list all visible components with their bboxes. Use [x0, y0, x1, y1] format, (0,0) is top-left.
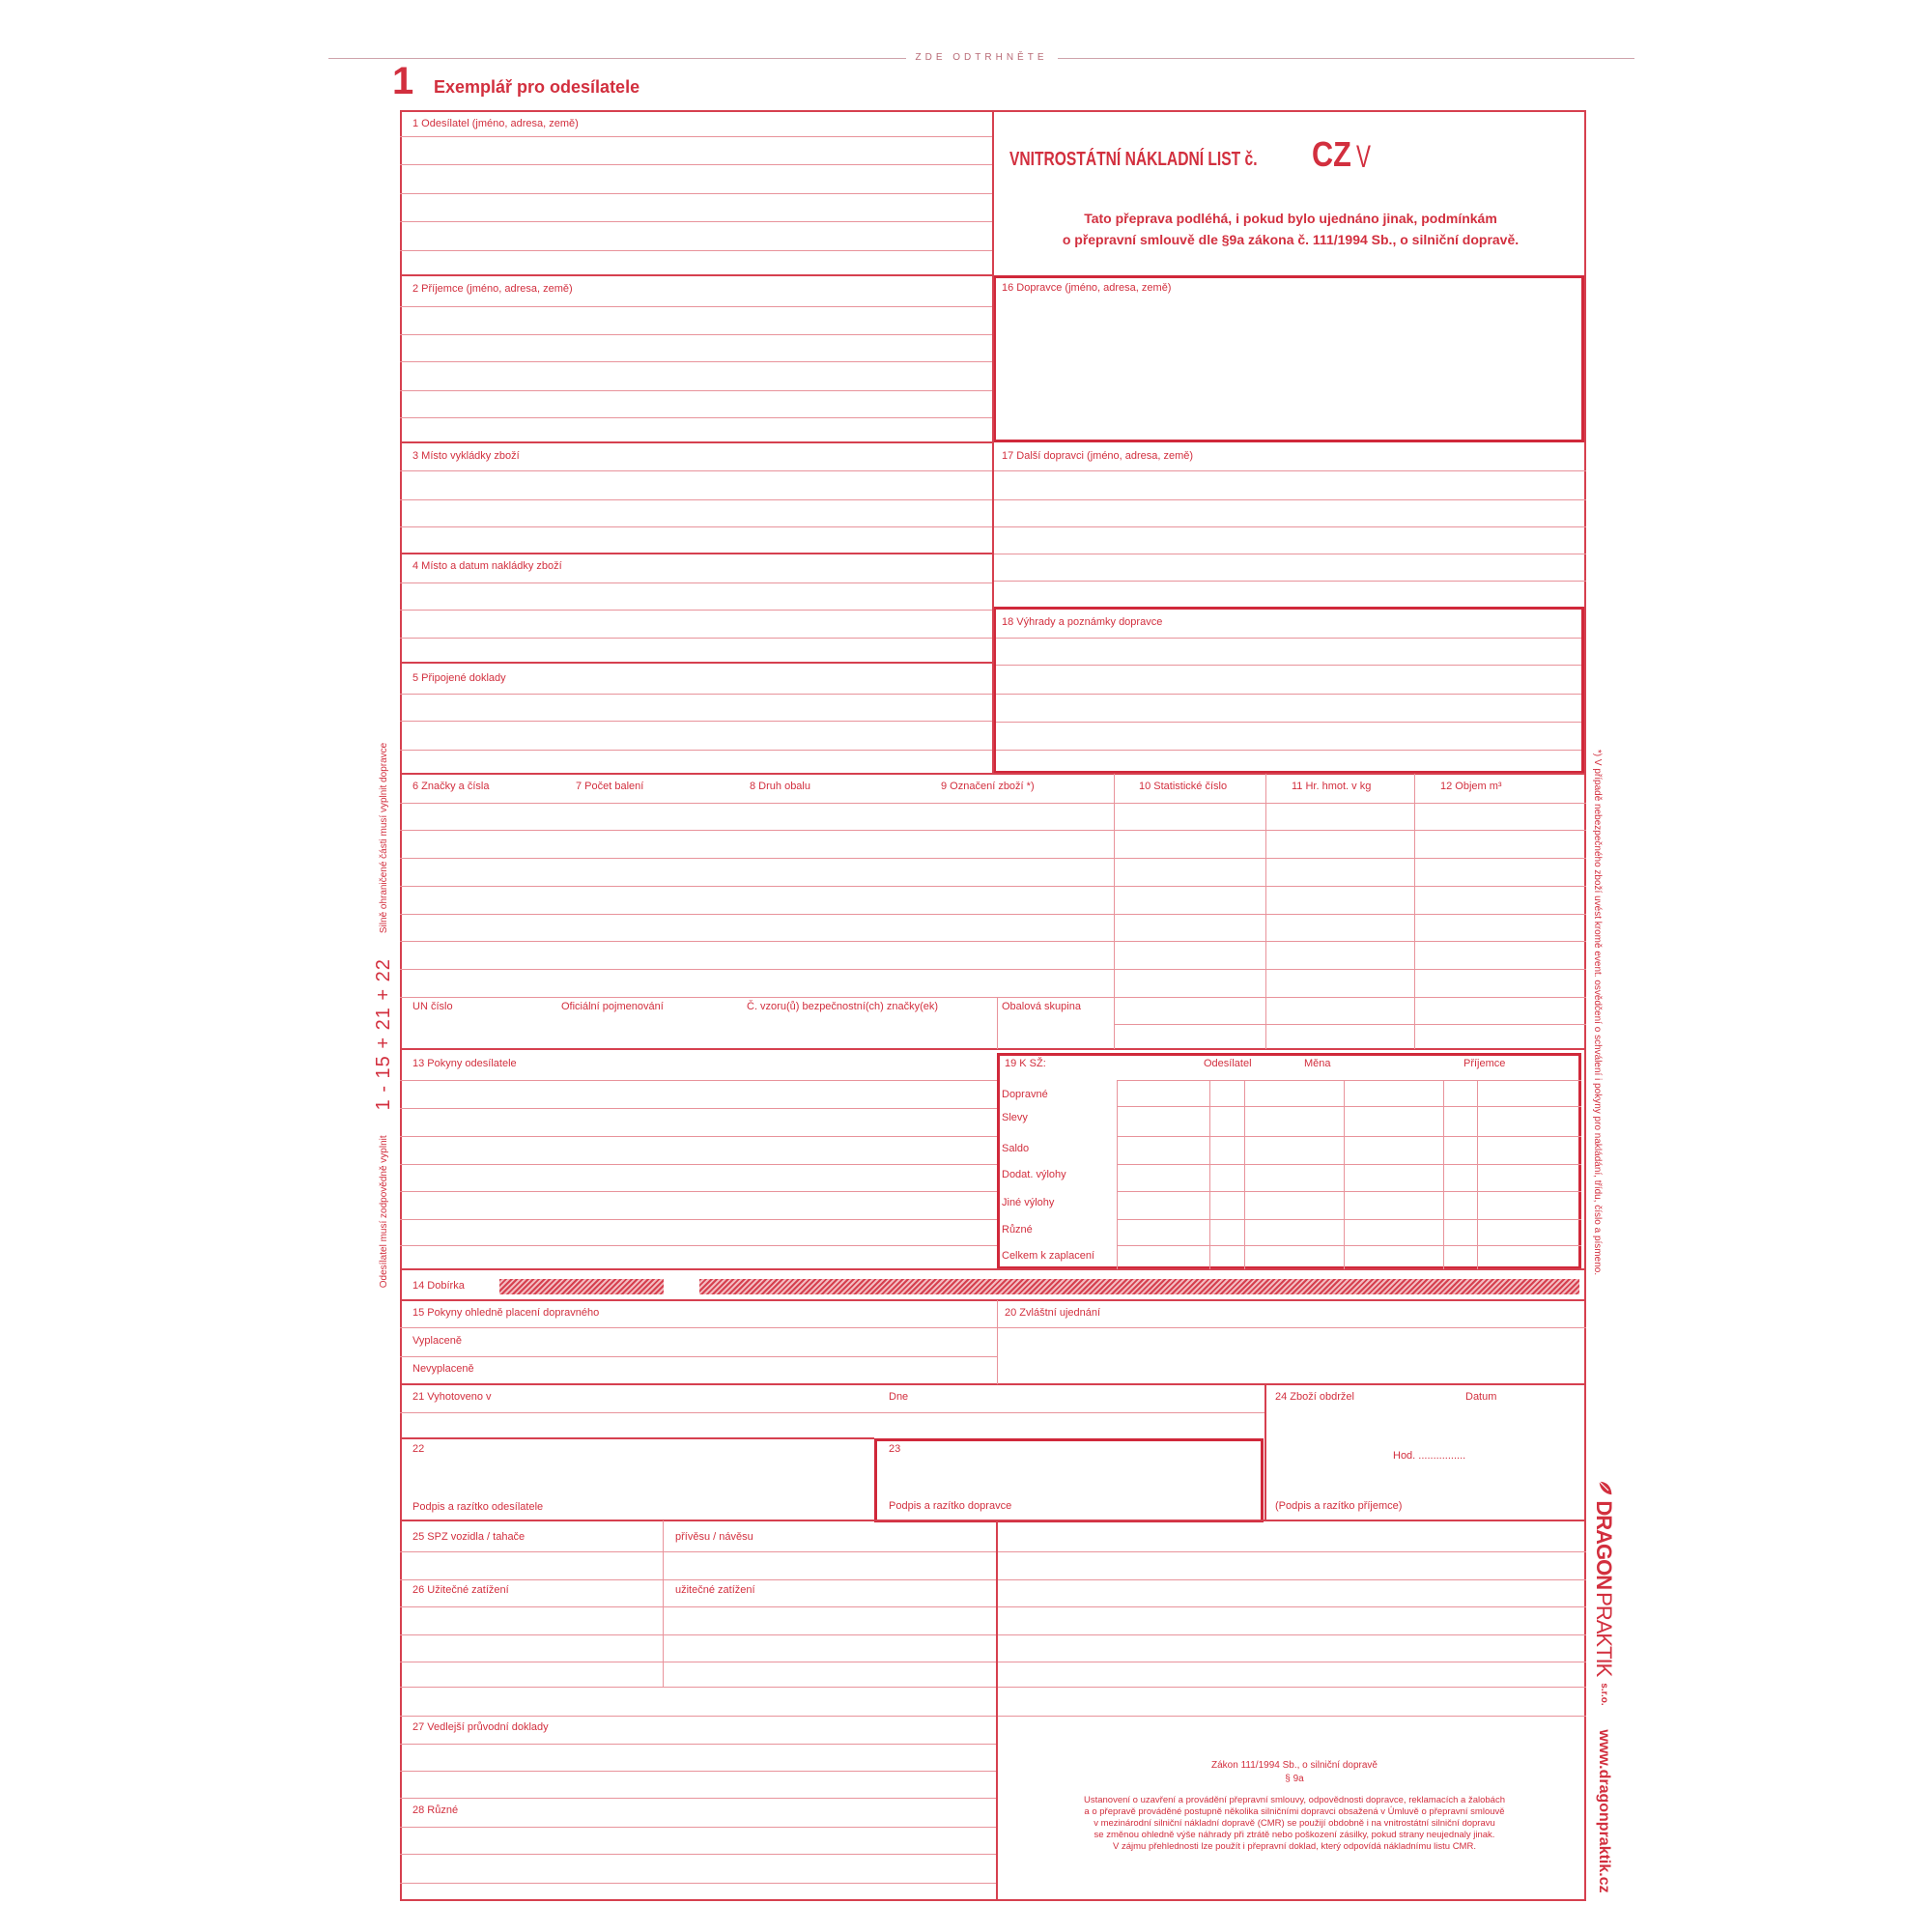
rule-line [1117, 1080, 1118, 1269]
document-title: VNITROSTÁTNÍ NÁKLADNÍ LIST č. [1009, 149, 1258, 170]
rule-line [1117, 1191, 1581, 1192]
field-4-loading-label: 4 Místo a datum nakládky zboží [412, 560, 562, 572]
field-1-sender-label: 1 Odesílatel (jméno, adresa, země) [412, 118, 579, 129]
rule-line [400, 803, 1586, 804]
left-side-note-a: Odesílatel musí zodpovědně vyplnit [378, 1135, 389, 1289]
rule-line [1265, 774, 1266, 1049]
rule-line [400, 1883, 997, 1884]
rule-line [400, 553, 993, 554]
payment-row-label: Slevy [1002, 1112, 1028, 1123]
rule-line [400, 1744, 997, 1745]
cod-hatch-bar [699, 1279, 1579, 1294]
rule-line [1209, 1080, 1210, 1269]
rule-line [400, 1108, 997, 1109]
rule-line [400, 1716, 1586, 1717]
payment-box-title: 19 K SŽ: [1005, 1058, 1046, 1069]
rule-line [400, 417, 993, 418]
tear-line-text: ZDE ODTRHNĚTE [915, 52, 1048, 63]
rule-line [400, 721, 993, 722]
rule-line [400, 1437, 874, 1439]
carrier-signature-label: Podpis a razítko dopravce [889, 1500, 1012, 1512]
rule-line [400, 1356, 997, 1357]
field-25-vehicle-label: 25 SPZ vozidla / tahače [412, 1531, 526, 1543]
field-24-received-label: 24 Zboží obdržel [1275, 1391, 1354, 1403]
rule-line [400, 1299, 1586, 1301]
rule-line [400, 1520, 1586, 1521]
payment-row-label: Saldo [1002, 1143, 1030, 1154]
notice-line-2: o přepravní smlouvě dle §9a zákona č. 111/1994 Sb., o silniční dopravě. [1062, 232, 1520, 247]
rule-line [400, 858, 1586, 859]
rule-line [993, 581, 1586, 582]
rule-line [400, 830, 1586, 831]
left-side-note-c: Silně ohraničené části musí vyplnit dopravce [378, 742, 389, 934]
field-18-remarks-label: 18 Výhrady a poznámky dopravce [1002, 616, 1163, 628]
rule-line [400, 1383, 1586, 1385]
goods-header-marks: 6 Značky a čísla [412, 781, 490, 792]
rule-line [400, 526, 993, 527]
rule-line [400, 582, 993, 583]
legal-note-line: Ustanovení o uzavření a provádění přepravní smlouvy, odpovědnosti dopravce, reklamacích a žalobách [1083, 1795, 1506, 1805]
rule-line [400, 1136, 997, 1137]
left-side-note [369, 706, 398, 1324]
rule-line [400, 1798, 997, 1799]
rule-line [400, 1268, 1586, 1270]
goods-header-description: 9 Označení zboží *) [941, 781, 1035, 792]
rule-line [400, 470, 993, 471]
rule-line [1117, 1136, 1581, 1137]
rule-line [993, 470, 1586, 471]
rule-line [1117, 1219, 1581, 1220]
rule-line [663, 1520, 664, 1687]
field-22-number: 22 [412, 1443, 425, 1455]
rule-line [400, 694, 993, 695]
box-16-carrier [993, 275, 1584, 442]
field-20-agreements-label: 20 Zvláštní ujednání [1005, 1307, 1101, 1319]
rule-line [996, 665, 1581, 666]
rule-line [1264, 1384, 1266, 1520]
rule-line [400, 250, 993, 251]
payment-row-label: Celkem k zaplacení [1002, 1250, 1094, 1262]
rule-line [400, 1827, 997, 1828]
legal-note-line: v mezinárodní silniční nákladní dopravě (CMR) se použijí obdobně i na vnitrostátní silniční dopravu [1094, 1818, 1495, 1829]
brand-name-light: PRAKTIK [1592, 1592, 1616, 1677]
field-27-documents-label: 27 Vedlejší průvodní doklady [412, 1721, 549, 1733]
copy-number: 1 [392, 60, 414, 102]
field-3-unloading-label: 3 Místo vykládky zboží [412, 450, 520, 462]
document-code-suffix: V [1356, 139, 1371, 174]
rule-line [400, 662, 993, 664]
copy-title: Exemplář pro odesílatele [434, 77, 640, 97]
legal-note-section: § 9a [1285, 1774, 1304, 1784]
rule-line [1344, 1080, 1345, 1269]
rule-line [400, 1412, 1265, 1413]
rule-line [1114, 1024, 1586, 1025]
consignee-signature-label: (Podpis a razítko příjemce) [1275, 1500, 1403, 1512]
rule-line [400, 941, 1586, 942]
rule-line [400, 1327, 1586, 1328]
rule-line [400, 193, 993, 194]
rule-line [400, 1048, 1586, 1050]
rule-line [996, 722, 1581, 723]
field-26-payload-label: 26 Užitečné zatížení [412, 1584, 509, 1596]
rule-line [400, 1245, 997, 1246]
tear-line-right [1058, 58, 1635, 59]
received-hour-label: Hod. ................ [1393, 1450, 1466, 1462]
rule-line [996, 750, 1581, 751]
field-16-carrier-label: 16 Dopravce (jméno, adresa, země) [1002, 282, 1172, 294]
rule-line [400, 1551, 1586, 1552]
field-14-cod-label: 14 Dobírka [412, 1280, 465, 1292]
rule-line [400, 221, 993, 222]
rule-line [996, 638, 1581, 639]
rule-line [400, 638, 993, 639]
rule-line [400, 997, 1586, 998]
rule-line [400, 1687, 1586, 1688]
rule-line [1117, 1245, 1581, 1246]
dangerous-un-number: UN číslo [412, 1001, 453, 1012]
trailer-payload-label: užitečné zatížení [675, 1584, 755, 1596]
rule-line [400, 274, 993, 276]
rule-line [400, 1634, 1586, 1635]
field-21-issued-in-label: 21 Vyhotoveno v [412, 1391, 492, 1403]
legal-note-title: Zákon 111/1994 Sb., o silniční dopravě [1211, 1760, 1378, 1771]
brand-name-bold: DRAGON [1592, 1500, 1616, 1590]
rule-line [400, 1191, 997, 1192]
payment-row-label: Dopravné [1002, 1089, 1048, 1100]
brand-logo [1590, 1481, 1617, 1706]
rule-line [400, 1219, 997, 1220]
rule-line [400, 361, 993, 362]
payment-row-label: Jiné výlohy [1002, 1197, 1055, 1208]
rule-line [400, 136, 993, 137]
rule-line [400, 1771, 997, 1772]
cod-hatch-bar [499, 1279, 664, 1294]
rule-line [992, 110, 994, 774]
left-side-note-fields: 1 - 15 + 21 + 22 [372, 958, 394, 1111]
dangerous-label-models: Č. vzoru(ů) bezpečnostní(ch) značky(ek) [747, 1001, 939, 1012]
rule-line [400, 1579, 1586, 1580]
field-13-instructions-label: 13 Pokyny odesílatele [412, 1058, 517, 1069]
box-19-payment [997, 1053, 1581, 1269]
rule-line [1117, 1106, 1581, 1107]
goods-header-weight: 11 Hr. hmot. v kg [1292, 781, 1372, 792]
legal-note-line: se změnou ohledně výše náhrady při ztrátě nebo poškození zásilky, pokud strany neujednaly jinak. [1094, 1830, 1495, 1840]
issued-on-label: Dne [889, 1391, 909, 1403]
rule-line [1117, 1164, 1581, 1165]
dangerous-official-name: Oficiální pojmenování [561, 1001, 664, 1012]
received-date-label: Datum [1465, 1391, 1497, 1403]
tear-line-left [328, 58, 906, 59]
rule-line [400, 1080, 997, 1081]
brand-suffix: s.r.o. [1599, 1683, 1609, 1706]
rule-line [400, 750, 993, 751]
paid-label: Vyplaceně [412, 1335, 462, 1347]
rule-line [1477, 1080, 1478, 1269]
rule-line [997, 1300, 998, 1384]
rule-line [1114, 774, 1115, 1049]
rule-line [400, 499, 993, 500]
notice-line-1: Tato přeprava podléhá, i pokud bylo ujednáno jinak, podmínkám [1084, 211, 1497, 226]
rule-line [1117, 1080, 1581, 1081]
payment-col-sender: Odesílatel [1204, 1058, 1252, 1069]
right-side-note: *) V případě nebezpečného zboží uvést kromě event. osvědčení o schválení i pokyny pro nakládání, třídu, číslo a písmeno. [1592, 749, 1604, 1276]
field-15-payment-label: 15 Pokyny ohledně placení dopravného [412, 1307, 600, 1319]
field-28-misc-label: 28 Různé [412, 1804, 459, 1816]
rule-line [400, 1164, 997, 1165]
sender-signature-label: Podpis a razítko odesílatele [412, 1501, 544, 1513]
rule-line [400, 969, 1586, 970]
payment-row-label: Různé [1002, 1224, 1033, 1236]
rule-line [996, 1520, 998, 1901]
goods-header-volume: 12 Objem m³ [1440, 781, 1502, 792]
rule-line [400, 610, 993, 611]
dangerous-packing-group: Obalová skupina [1002, 1001, 1081, 1012]
rule-line [993, 526, 1586, 527]
rule-line [993, 499, 1586, 500]
dragon-leaf-icon [1592, 1478, 1616, 1497]
rule-line [996, 694, 1581, 695]
brand-url: www.dragonpraktik.cz [1596, 1729, 1612, 1893]
tear-line [328, 51, 1634, 65]
rule-line [400, 164, 993, 165]
field-17-other-carriers-label: 17 Další dopravci (jméno, adresa, země) [1002, 450, 1194, 462]
rule-line [1443, 1080, 1444, 1269]
rule-line [997, 997, 998, 1049]
rule-line [400, 390, 993, 391]
goods-header-packages: 7 Počet balení [576, 781, 644, 792]
rule-line [400, 1854, 997, 1855]
trailer-plate-label: přívěsu / návěsu [675, 1531, 753, 1543]
goods-header-statistical: 10 Statistické číslo [1139, 781, 1228, 792]
rule-line [400, 914, 1586, 915]
rule-line [400, 886, 1586, 887]
rule-line [1414, 774, 1415, 1049]
rule-line [400, 334, 993, 335]
field-5-documents-label: 5 Připojené doklady [412, 672, 506, 684]
field-23-number: 23 [889, 1443, 901, 1455]
goods-header-packing: 8 Druh obalu [750, 781, 810, 792]
legal-note-line: a o přepravě prováděné postupně několika silničními dopravci obsažená v Úmluvě o přepravní smlouvě [1084, 1806, 1505, 1817]
payment-col-consignee: Příjemce [1463, 1058, 1506, 1069]
rule-line [1244, 1080, 1245, 1269]
legal-note-line: V zájmu přehlednosti lze použít i přepravní doklad, který odpovídá nákladnímu listu CMR. [1113, 1841, 1476, 1852]
rule-line [400, 1606, 1586, 1607]
rule-line [400, 441, 993, 443]
rule-line [400, 306, 993, 307]
unpaid-label: Nevyplaceně [412, 1363, 474, 1375]
payment-col-currency: Měna [1304, 1058, 1331, 1069]
field-2-consignee-label: 2 Příjemce (jméno, adresa, země) [412, 283, 573, 295]
payment-row-label: Dodat. výlohy [1002, 1169, 1066, 1180]
document-code: CZ [1312, 134, 1351, 174]
